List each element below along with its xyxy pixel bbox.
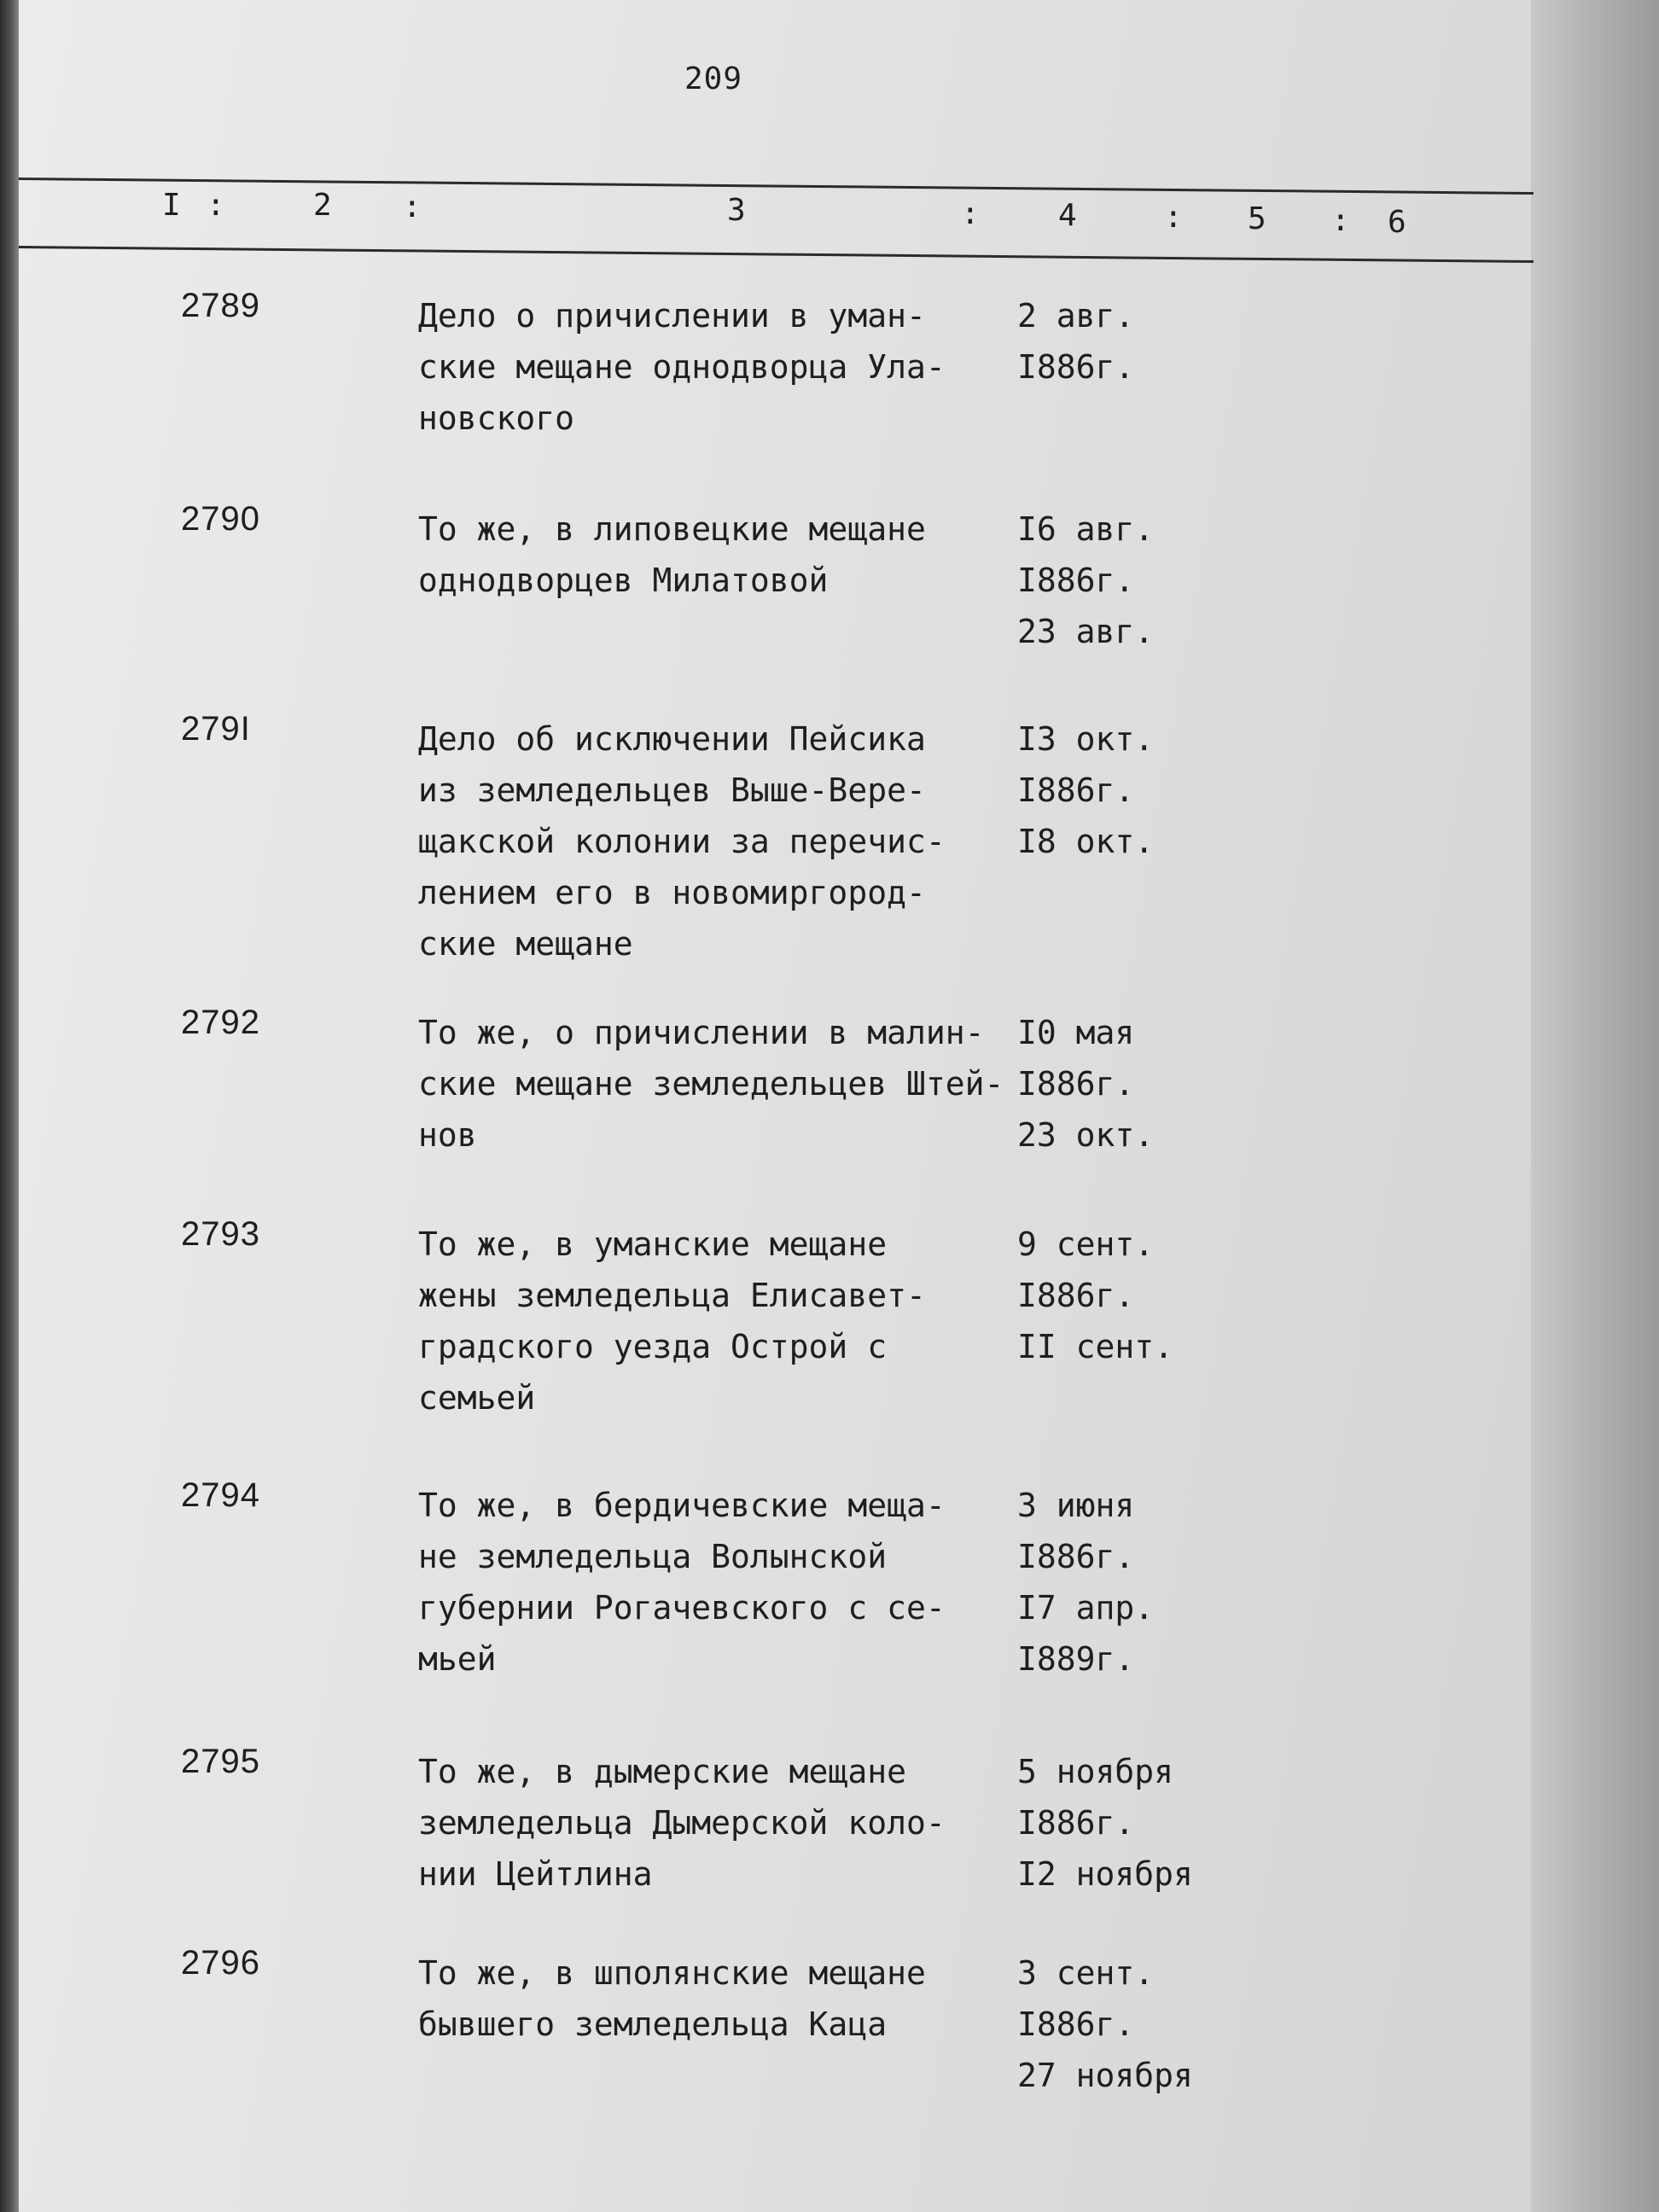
date-line: I7 апр. [1017,1589,1155,1627]
column-header-4: 4 [1058,198,1077,233]
entry-number: 2796 [181,1944,260,1982]
entry-number: 2794 [181,1476,260,1514]
description-line: То же, в липовецкие мещане [418,510,926,548]
description-line: ские мещане однодворца Ула- [418,348,946,386]
date-line: I889г. [1017,1640,1135,1678]
entry-description [418,1480,946,1685]
column-separator: : [403,189,422,224]
description-line: То же, в дымерские мещане [418,1753,906,1790]
entry-number: 2793 [181,1215,260,1253]
description-line: ские мещане [418,925,633,963]
description-line: из земледельцев Выше-Вере- [418,771,926,809]
date-line: I886г. [1017,348,1135,386]
entry-dates [1017,1947,1193,2101]
description-line: То же, о причислении в малин- [418,1014,985,1051]
entry-dates [1017,1746,1193,1900]
description-line: семьей [418,1379,536,1417]
entry-description [418,504,926,606]
description-line: градского уезда Острой с [418,1328,888,1365]
column-header-6: 6 [1388,205,1406,240]
entry-description [418,713,946,969]
entry-description [418,290,946,444]
column-separator: : [1164,200,1183,235]
date-line: I6 авг. [1017,510,1155,548]
entry-description [418,1219,926,1423]
column-separator: : [1331,203,1350,238]
entry-number: 2789 [181,287,260,324]
page-left-edge [0,0,19,2212]
date-line: 23 авг. [1017,613,1155,650]
description-line: нии Цейтлина [418,1855,653,1893]
header-rule-bottom [19,246,1534,263]
column-header-5: 5 [1248,201,1266,236]
date-line: I0 мая [1017,1014,1135,1051]
entry-number: 2790 [181,500,260,538]
date-line: II сент. [1017,1328,1174,1365]
date-line: I886г. [1017,1065,1135,1103]
description-line: нов [418,1116,477,1154]
description-line: То же, в уманские мещане [418,1225,888,1263]
entry-dates [1017,1480,1154,1685]
date-line: 3 июня [1017,1487,1135,1524]
date-line: 5 ноября [1017,1753,1174,1790]
description-line: не земледельца Волынской [418,1538,888,1575]
description-line: губернии Рогачевского с се- [418,1589,946,1627]
entry-dates [1017,504,1154,657]
column-separator: : [207,188,225,223]
page-right-edge [1531,0,1659,2212]
description-line: То же, в шполянские мещане [418,1954,926,1992]
description-line: земледельца Дымерской коло- [418,1804,946,1842]
description-line: однодворцев Милатовой [418,562,829,599]
document-page [19,0,1531,2212]
date-line: I886г. [1017,771,1135,809]
column-header-1: I [162,188,181,223]
entry-number: 2792 [181,1004,260,1041]
description-line: Дело о причислении в уман- [418,297,926,335]
date-line: I886г. [1017,1538,1135,1575]
date-line: 27 ноября [1017,2057,1193,2094]
column-header-2: 2 [313,188,332,223]
date-line: 9 сент. [1017,1225,1155,1263]
entry-dates [1017,290,1134,393]
page-number: 209 [684,61,743,96]
description-line: щакской колонии за перечис- [418,823,946,860]
date-line: I886г. [1017,2005,1135,2043]
description-line: То же, в бердичевские меща- [418,1487,946,1524]
date-line: 3 сент. [1017,1954,1155,1992]
entry-description [418,1746,946,1900]
column-separator: : [961,196,980,231]
date-line: I8 окт. [1017,823,1155,860]
entry-dates [1017,713,1154,867]
date-line: I886г. [1017,1277,1135,1314]
entry-description [418,1007,1004,1161]
entry-dates [1017,1219,1173,1372]
entry-number: 279I [181,710,251,748]
date-line: 23 окт. [1017,1116,1155,1154]
description-line: новского [418,399,575,437]
description-line: Дело об исключении Пейсика [418,720,926,758]
description-line: бывшего земледельца Каца [418,2005,888,2043]
entry-dates [1017,1007,1154,1161]
date-line: I2 ноября [1017,1855,1193,1893]
description-line: жены земледельца Елисавет- [418,1277,926,1314]
column-header-3: 3 [727,193,746,228]
date-line: 2 авг. [1017,297,1135,335]
date-line: I886г. [1017,1804,1135,1842]
description-line: ские мещане земледельцев Штей- [418,1065,1004,1103]
date-line: I3 окт. [1017,720,1155,758]
description-line: мьей [418,1640,497,1678]
entry-number: 2795 [181,1743,260,1780]
description-line: лением его в новомиргород- [418,874,926,911]
entry-description [418,1947,926,2050]
date-line: I886г. [1017,562,1135,599]
header-rule-top [19,178,1534,195]
